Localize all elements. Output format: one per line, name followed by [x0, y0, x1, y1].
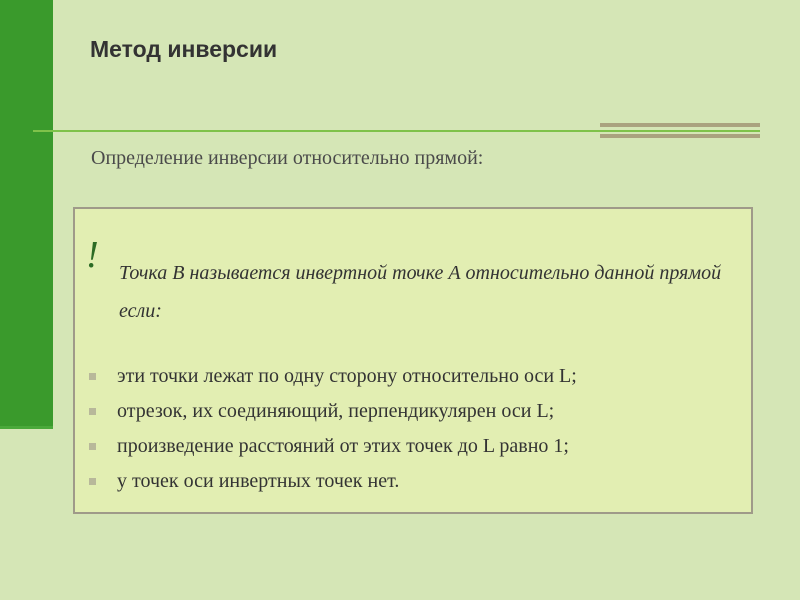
list-item-text: отрезок, их соединяющий, перпендикулярен оси L;	[117, 400, 555, 422]
list-item	[89, 464, 577, 499]
left-accent-bar-edge	[0, 426, 53, 429]
divider-accent-top	[600, 123, 760, 127]
slide-title: Метод инверсии	[90, 36, 278, 62]
bullet-icon	[89, 408, 96, 415]
slide-subtitle: Определение инверсии относительно прямой:	[91, 147, 484, 169]
divider-accent-bottom	[600, 134, 760, 138]
list-item	[89, 359, 577, 394]
definition-box	[73, 207, 753, 514]
definition-text: Точка В называется инвертной точке А относительно данной прямой если:	[119, 262, 722, 322]
list-item-text: у точек оси инвертных точек нет.	[117, 470, 400, 492]
exclamation-mark: !	[86, 234, 99, 276]
bullet-icon	[89, 478, 96, 485]
list-item	[89, 394, 577, 429]
conditions-list	[89, 359, 577, 499]
list-item	[89, 429, 577, 464]
list-item-text: произведение расстояний от этих точек до L равно 1;	[117, 435, 569, 457]
bullet-icon	[89, 373, 96, 380]
list-item-text: эти точки лежат по одну сторону относительно оси L;	[117, 365, 577, 387]
bullet-icon	[89, 443, 96, 450]
left-accent-bar	[0, 0, 53, 426]
title-divider	[33, 130, 760, 132]
